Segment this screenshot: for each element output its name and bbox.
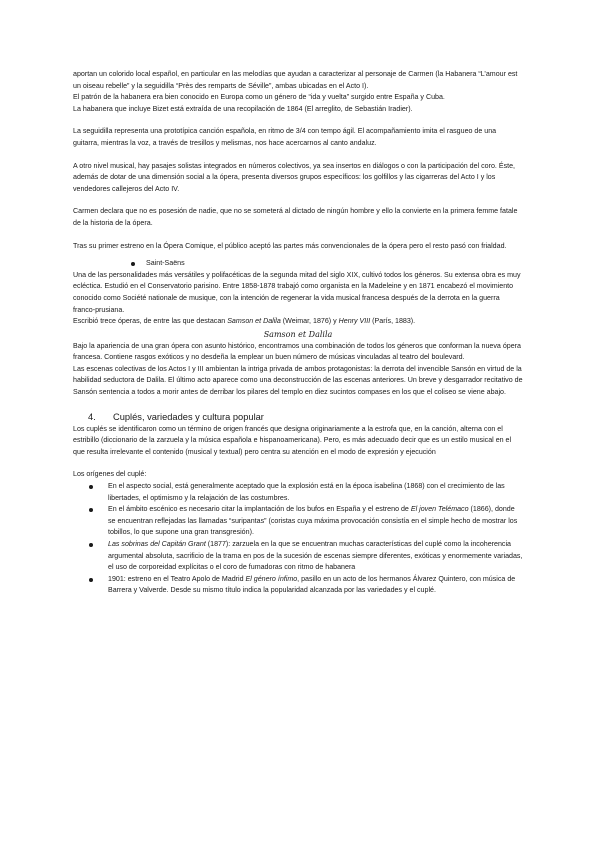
bullet-dot-icon <box>89 578 93 582</box>
list-item <box>89 481 523 504</box>
text-segment: Escribió trece óperas, de entre las que destacan <box>73 317 228 326</box>
section-subtitle: Samson et Dalila <box>263 329 333 339</box>
paragraph-habanera-pattern: El patrón de la habanera era bien conocido en Europa como un género de “ida y vuelta” surgido entre España y Cuba. <box>73 93 445 102</box>
paragraph-cuple-definition: Los cuplés se identificaron como un término de origen francés que designa originariamente a la estrofa que, en la canción, alterna con el estribillo (diccionario de la zarzuela y la música española e hispanoamericana). Pero, es más adecuado decir que es un estilo musical en el que resulta irrelevante el contenido (musical y textual) pero centra su atención en el modo de expresión y ejecución <box>73 424 512 456</box>
bullet-dot-icon <box>131 262 135 266</box>
work-title: El joven Telémaco <box>410 505 469 514</box>
document-body <box>73 69 523 597</box>
paragraph-femme-fatale: Carmen declara que no es posesión de nadie, que no se someterá al dictado de ningún hombre y ello la convierte en la primera femme fatale de la historia de la ópera. <box>73 207 518 227</box>
paragraph-saint-saens-operas <box>73 316 523 328</box>
paragraph-habanera-source: La habanera que incluye Bizet está extraída de una recopilación de 1864 (El arreglito, de Sebastián Iradier). <box>73 104 413 113</box>
paragraph-carmen-melodies: aportan un colorido local español, en particular en las melodías que ayudan a caracterizar al personaje de Carmen (la Habanera “L’amour est un oiseau rebelle” y la seguidilla “Près des remparts de Séville”, ambas ubicadas en el Acto I). <box>73 70 518 90</box>
text-segment: (París, 1883). <box>370 317 416 326</box>
origins-label: Los orígenes del cuplé: <box>73 470 147 479</box>
list-item <box>89 504 523 539</box>
work-title: Samson et Dalila <box>227 317 281 326</box>
list-item <box>89 539 523 574</box>
bullet-label: Saint-Saëns <box>146 259 185 268</box>
list-item-text <box>108 504 523 539</box>
list-item-text <box>108 574 523 597</box>
section-title: Cuplés, variedades y cultura popular <box>113 411 264 422</box>
text-segment: (Weimar, 1876) y <box>280 317 339 326</box>
section-number: 4. <box>88 411 96 422</box>
bullet-dot-icon <box>89 508 93 512</box>
paragraph-saint-saens-bio: Una de las personalidades más versátiles y polifacéticas de la segunda mitad del siglo XIX, cultivó todos los géneros. Su extensa obra es muy ecléctica. Estudió en el Conservatorio parisino. Entre 1858-1878 trabajó como organista en la Madeleine y en 1871 encabezó el movimiento conocido como Société nationale de musique, con la intención de regenerar la vida musical francesa después de la derrota en la guerra franco-prusiana. <box>73 270 521 314</box>
paragraph-premiere: Tras su primer estreno en la Ópera Comique, el público aceptó las partes más convencionales de la ópera pero el resto pasó con frialdad. <box>73 241 507 250</box>
list-item <box>89 574 523 597</box>
bullet-dot-icon <box>89 485 93 489</box>
work-title: Las sobrinas del Capitán Grant <box>108 540 206 548</box>
paragraph-samson-description: Bajo la apariencia de una gran ópera con asunto histórico, encontramos una combinación de todos los géneros que conforman la nueva ópera francesa. Contiene rasgos exóticos y no desdeña la emplear un buen número de músicas vinculadas al teatro del boulevard. <box>73 341 521 362</box>
section-heading <box>88 410 523 424</box>
paragraph-soloists-chorus: A otro nivel musical, hay pasajes solistas integrados en números colectivos, ya sea insertos en diálogos o con la participación del coro. Éste, además de dotar de una dimensión social a la ópera, presenta diversos grupos específicos: los golfillos y las cigarreras del Acto I y los vendedores callejeros del Acto IV. <box>73 161 516 193</box>
bullet-dot-icon <box>89 543 93 547</box>
text-segment: (1866), donde se encuentran reflejadas las llamadas “suripantas” (coristas cuya máxima provocación consistía en el simple hecho de mostrar los tobillos, lo que supone una gran transgresión). <box>108 505 518 537</box>
text-segment: (1877): zarzuela en la que se encuentran muchas características del cuplé como la incoherencia argumental absoluta, sacrificio de la trama en pos de la sucesión de escenas siempre diferentes, exóticas y enormemente variadas, el uso de corporeidad explícitas o el coro de fumadoras con ritmo de habanera <box>108 540 523 572</box>
list-item-text <box>108 539 523 574</box>
paragraph-samson-scenes: Las escenas colectivas de los Actos I y III ambientan la intriga privada de ambos protagonistas: la derrota del invencible Sansón en virtud de la habilidad seductora de Dalila. El último acto aparece como una deconstrucción de las escenas anteriores. Un breve y desgarrador recitativo de Sansón sentencia a todos a morir antes de derribar los pilares del templo en diez sucintos compases en los que el coliseo se viene abajo. <box>73 364 523 397</box>
work-title: El género ínfimo <box>245 574 298 583</box>
list-item-text: En el aspecto social, está generalmente aceptado que la explosión está en la época isabelina (1868) con el crecimiento de las libertades, el optimismo y la relajación de las costumbres. <box>108 482 505 502</box>
text-segment: , pasillo en un acto de los hermanos Álvarez Quintero, con música de Barrera y Valverde. Desde su mismo título indica la popularidad alcanzada por las variedades y el cuplé. <box>108 574 516 595</box>
text-segment: 1901: estreno en el Teatro Apolo de Madrid <box>108 574 246 583</box>
text-segment: En el ámbito escénico es necesario citar la implantación de los bufos en España y el estreno de <box>108 505 411 514</box>
bullet-saint-saens <box>131 258 523 270</box>
paragraph-seguidilla: La seguidilla representa una prototípica canción española, en ritmo de 3/4 con tempo ágil. El acompañamiento imita el rasgueo de una guitarra, mientras la voz, a través de tresillos y melismas, nos hace acercarnos al canto andaluz. <box>73 127 497 147</box>
work-title: Henry VIII <box>338 317 371 326</box>
